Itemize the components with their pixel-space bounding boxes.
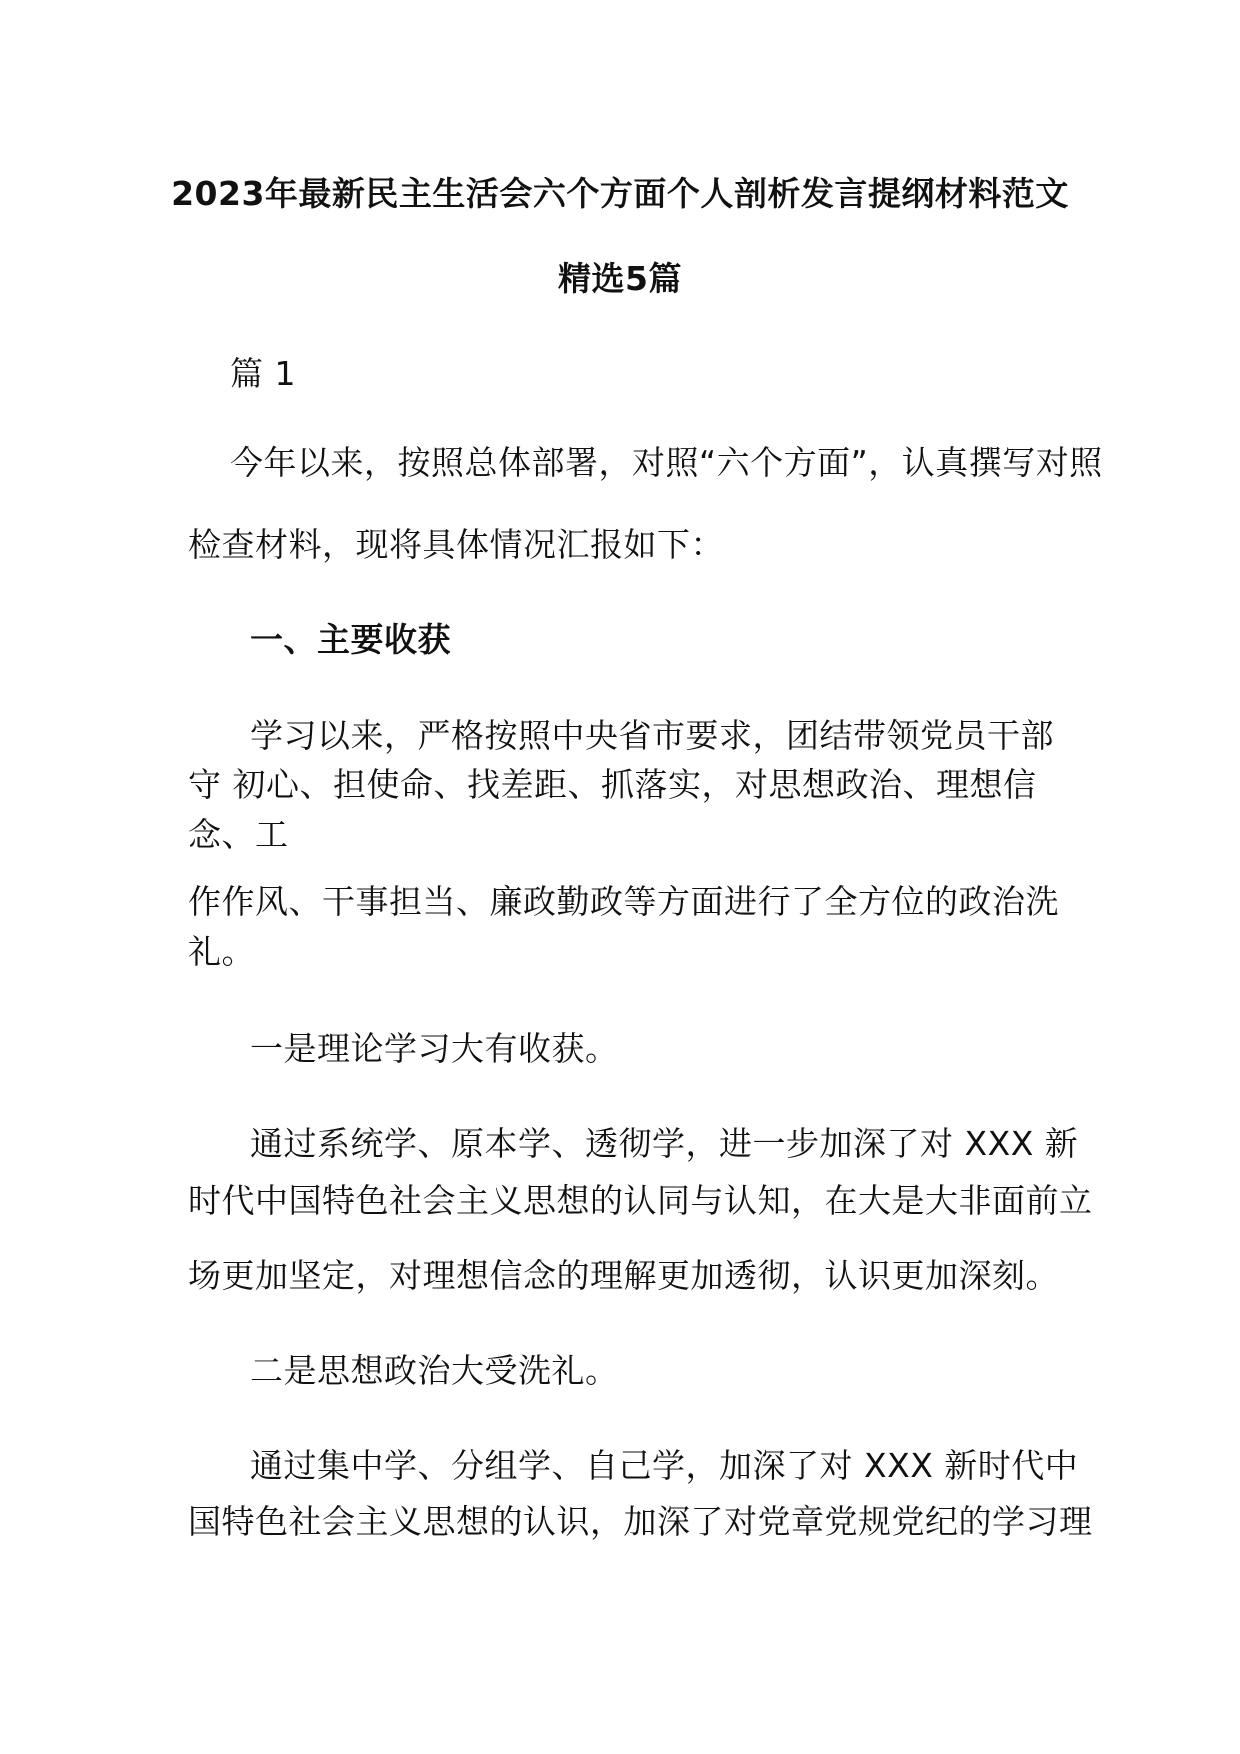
section-label: 篇 1 — [230, 354, 296, 393]
paragraph-1-line-3: 念、工 — [188, 815, 289, 854]
section-heading-main-gains: 一、主要收获 — [250, 620, 451, 659]
paragraph-1-line-5: 礼。 — [188, 932, 255, 971]
paragraph-2-line-2: 时代中国特色社会主义思想的认同与认知，在大是大非面前立 — [188, 1181, 1093, 1220]
intro-line-1: 今年以来，按照总体部署，对照“六个方面”，认真撰写对照 — [230, 443, 1103, 482]
point-1-heading: 一是理论学习大有收获。 — [250, 1029, 619, 1068]
paragraph-1-line-4: 作作风、干事担当、廉政勤政等方面进行了全方位的政治洗 — [188, 882, 1059, 921]
intro-line-2: 检查材料，现将具体情况汇报如下： — [188, 525, 724, 564]
paragraph-3-line-1: 通过集中学、分组学、自己学，加深了对 XXX 新时代中 — [250, 1446, 1079, 1485]
paragraph-2-line-1: 通过系统学、原本学、透彻学，进一步加深了对 XXX 新 — [250, 1124, 1079, 1163]
paragraph-1-line-1: 学习以来，严格按照中央省市要求，团结带领党员干部 — [250, 716, 1054, 755]
document-title-line-2: 精选5篇 — [558, 259, 682, 298]
paragraph-1-line-2: 守 初心、担使命、找差距、抓落实，对思想政治、理想信 — [188, 765, 1037, 804]
point-2-heading: 二是思想政治大受洗礼。 — [250, 1351, 619, 1390]
paragraph-3-line-2: 国特色社会主义思想的认识，加深了对党章党规党纪的学习理 — [188, 1502, 1093, 1541]
document-title-line-1: 2023年最新民主生活会六个方面个人剖析发言提纲材料范文 — [171, 174, 1069, 213]
paragraph-2-line-3: 场更加坚定，对理想信念的理解更加透彻，认识更加深刻。 — [188, 1256, 1059, 1295]
